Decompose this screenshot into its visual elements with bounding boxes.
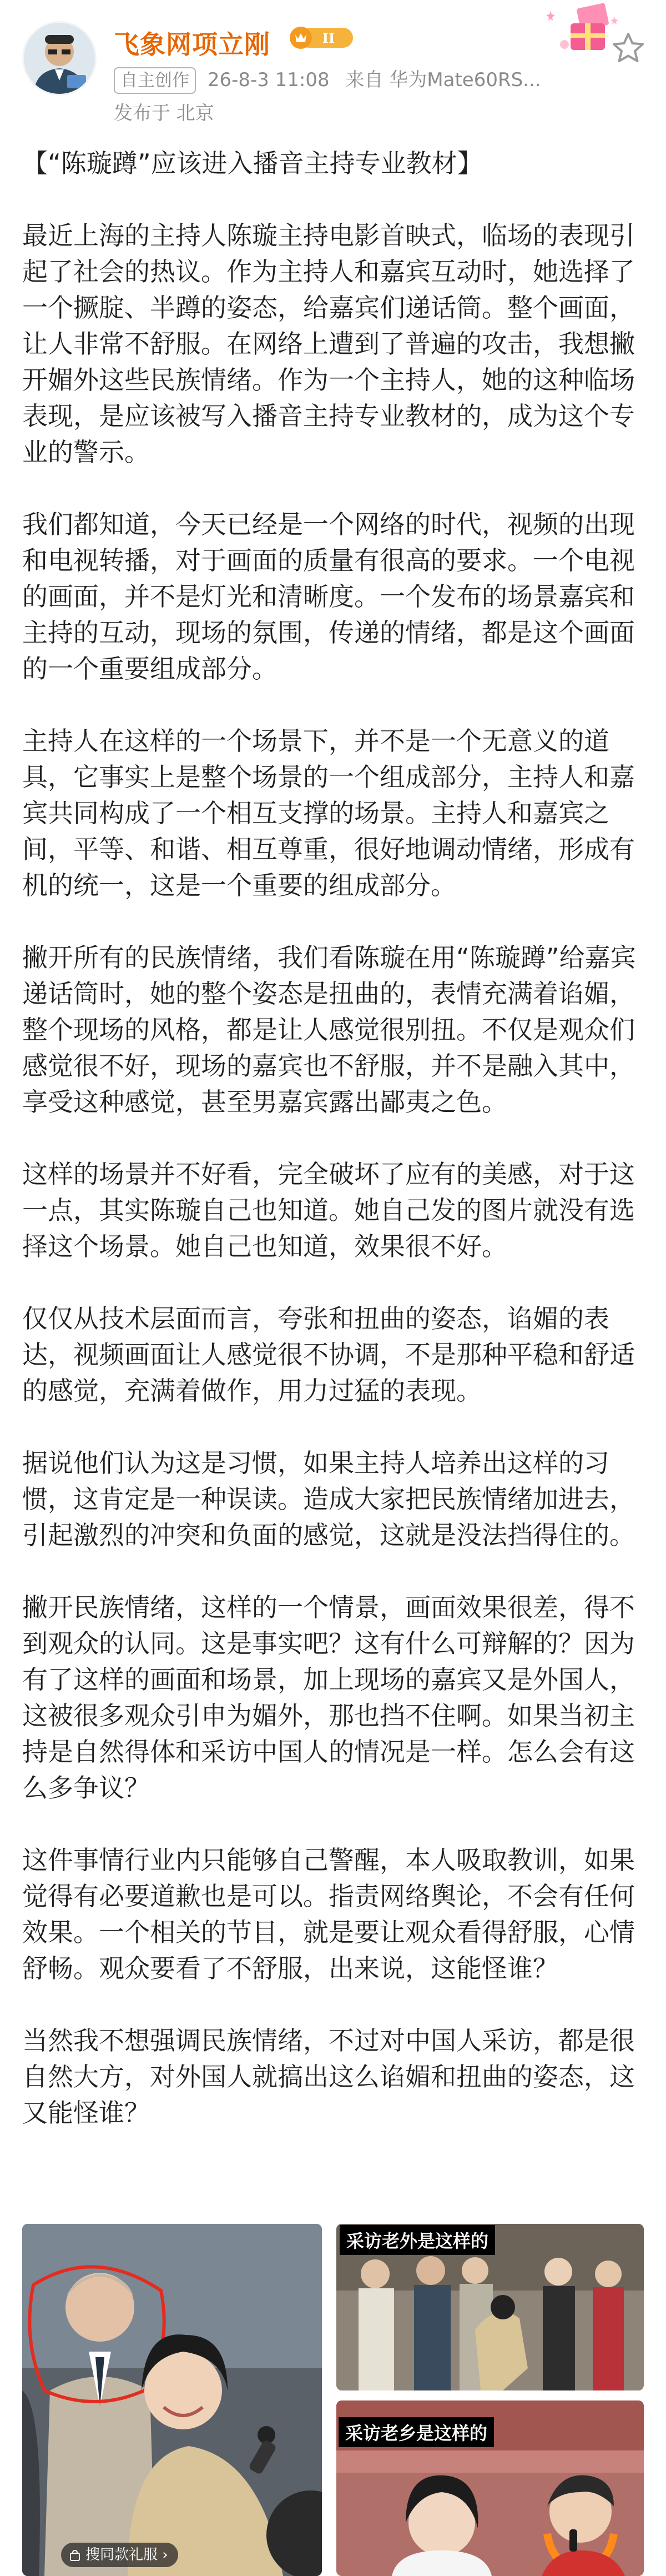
post-paragraph: 撇开民族情绪，这样的一个情景，画面效果很差，得不到观众的认同。这是事实吧？这有什么可辩解的？因为有了这样的画面和场景，加上现场的嘉宾又是外国人，这被很多观众引申为媚外，那也挡不住啊。如果当初主持是自然得体和采访中国人的情况是一样。怎么会有这么多争议？ bbox=[22, 1592, 635, 1803]
post-title: 【“陈璇蹲”应该进入播音主持专业教材】 bbox=[22, 148, 483, 178]
post-paragraph: 最近上海的主持人陈璇主持电影首映式，临场的表现引起了社会的热议。作为主持人和嘉宾互动时，她选择了一个撅腚、半蹲的姿态，给嘉宾们递话筒。整个画面，让人非常不舒服。在网络上遭到了普遍的攻击，我想撇开媚外这些民族情绪。作为一个主持人，她的这种临场表现，是应该被写入播音主持专业教材的，成为这个专业的警示。 bbox=[22, 220, 635, 467]
post-paragraph: 这件事情行业内只能够自己警醒，本人吸取教训，如果觉得有必要道歉也是可以。指责网络舆论，不会有任何效果。一个相关的节目，就是要让观众看得舒服，心情舒畅。观众要看了不舒服，出来说，这能怪谁？ bbox=[22, 1845, 635, 1983]
shop-similar-badge[interactable]: 搜同款礼服 › bbox=[61, 2543, 178, 2567]
post-paragraph: 据说他们认为这是习惯，如果主持人培养出这样的习惯，这肯定是一种误读。造成大家把民族情绪加进去，引起激烈的冲突和负面的感觉，这就是没法挡得住的。 bbox=[22, 1448, 635, 1550]
post-paragraph: 当然我不想强调民族情绪，不过对中国人采访，都是很自然大方，对外国人就搞出这么谄媚和扭曲的姿态，这又能怪谁？ bbox=[22, 2026, 635, 2128]
post-image-3[interactable] bbox=[336, 2400, 644, 2576]
post-paragraph: 撇开所有的民族情绪，我们看陈璇在用“陈璇蹲”给嘉宾递话筒时，她的整个姿态是扭曲的，表情充满着谄媚，整个现场的风格，都是让人感觉很别扭。不仅是观众们感觉很不好，现场的嘉宾也不舒服，并不是融入其中，享受这种感觉，甚至男嘉宾露出鄙夷之色。 bbox=[22, 943, 636, 1117]
post-images bbox=[22, 2224, 644, 2576]
post-timestamp: 26-8-3 11:08 bbox=[207, 69, 330, 91]
original-tag: 自主创作 bbox=[114, 67, 196, 94]
username[interactable]: 飞象网项立刚 bbox=[114, 29, 270, 59]
caption-foreign: 采访老外是这样的 bbox=[340, 2225, 495, 2255]
post-header bbox=[0, 0, 666, 144]
post-paragraph: 仅仅从技术层面而言，夸张和扭曲的姿态，谄媚的表达，视频画面让人感觉很不协调，不是那种平稳和舒适的感觉，充满着做作，用力过猛的表现。 bbox=[22, 1304, 635, 1406]
user-avatar[interactable] bbox=[22, 21, 97, 96]
post-image-2[interactable] bbox=[336, 2224, 644, 2390]
caption-local: 采访老乡是这样的 bbox=[339, 2417, 494, 2447]
post-paragraph: 我们都知道，今天已经是一个网络的时代，视频的出现和电视转播，对于画面的质量有很高的要求。一个电视的画面，并不是灯光和清晰度。一个发布的场景嘉宾和主持的互动，现场的氛围，传递的情绪，都是这个画面的一个重要组成部分。 bbox=[22, 509, 635, 684]
vip-level: II bbox=[322, 30, 335, 46]
post-paragraph: 这样的场景并不好看，完全破坏了应有的美感，对于这一点，其实陈璇自己也知道。她自己发的图片就没有选择这个场景。她自己也知道，效果很不好。 bbox=[22, 1159, 635, 1261]
post-source: 来自 华为Mate60RS... bbox=[345, 69, 541, 91]
favorite-star-icon[interactable] bbox=[610, 31, 646, 66]
post-location: 发布于 北京 bbox=[114, 102, 214, 124]
post-body bbox=[22, 146, 644, 2167]
vip-badge-icon[interactable] bbox=[289, 26, 355, 50]
shopping-bag-icon bbox=[69, 2549, 81, 2562]
post-image-1[interactable] bbox=[22, 2224, 322, 2576]
post-paragraph: 主持人在这样的一个场景下，并不是一个无意义的道具，它事实上是整个场景的一个组成部分，主持人和嘉宾共同构成了一个相互支撑的场景。主持人和嘉宾之间，平等、和谐、相互尊重，很好地调动情绪，形成有机的统一，这是一个重要的组成部分。 bbox=[22, 726, 635, 900]
post-meta bbox=[114, 64, 541, 94]
